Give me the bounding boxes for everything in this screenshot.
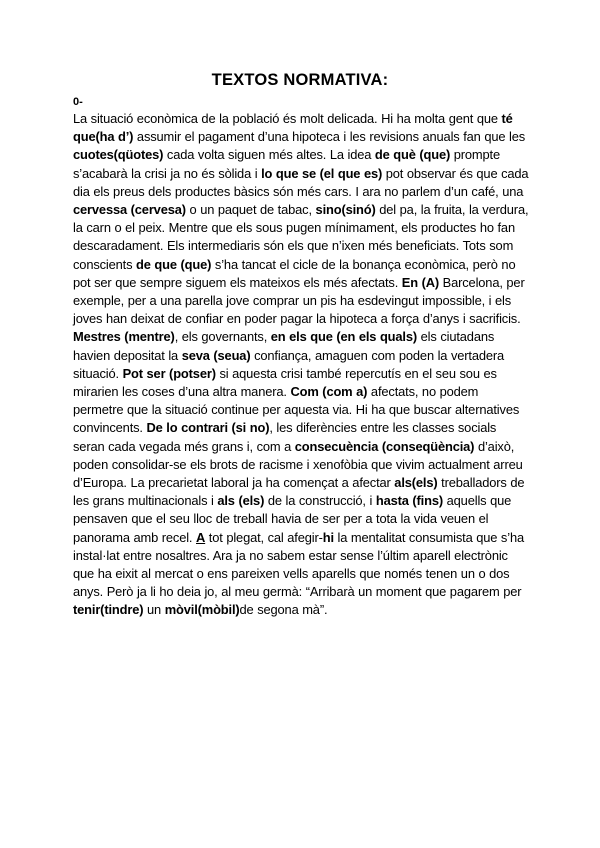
text-run: o un paquet de tabac, bbox=[185, 202, 316, 218]
text-run: cada volta siguen més altes. La idea bbox=[163, 147, 375, 163]
text-run: Barcelona, per exemple, per a una parella jove comprar un pis ha esdevingut impossible, i els joves han deixat de confiar en poder pagar la hipoteca a força d’anys i sacrificis. bbox=[73, 274, 525, 327]
correction-term: de què (que) bbox=[374, 147, 451, 163]
text-run: treballadors de les grans multinacionals i bbox=[73, 475, 525, 509]
text-run: els ciutadans havien depositat la bbox=[73, 329, 495, 363]
text-run: d’això, poden consolidar-se els brots de racisme i xenofòbia que vivim actualment arreu d’Europa. La precarietat laboral ja ha començat a afectar bbox=[73, 438, 523, 491]
text-run: assumir el pagament d’una hipoteca i les revisions anuals fan que les bbox=[133, 129, 526, 145]
correction-term: En (A) bbox=[401, 274, 440, 290]
correction-term: seva (seua) bbox=[181, 347, 251, 363]
correction-term: cuotes(qüotes) bbox=[73, 147, 164, 163]
correction-term: sino(sinó) bbox=[315, 202, 376, 218]
correction-term: hi bbox=[322, 529, 334, 545]
correction-term: hasta (fins) bbox=[375, 493, 444, 509]
text-run: de la construcció, i bbox=[264, 493, 376, 509]
correction-term: en els que (en els quals) bbox=[270, 329, 418, 345]
correction-term: Com (com a) bbox=[290, 384, 368, 400]
text-run: afectats, no podem permetre que la situació continue per aquesta via. Hi ha que buscar alternatives convincents. bbox=[73, 384, 520, 436]
text-run: de segona mà”. bbox=[239, 602, 328, 618]
text-run: si aquesta crisi també repercutís en el seu sou es mirarien les coses d’una altra manera. bbox=[73, 365, 497, 400]
document-title: TEXTOS NORMATIVA: bbox=[211, 71, 389, 89]
correction-term: De lo contrari (si no) bbox=[146, 420, 270, 436]
text-run: tot plegat, cal afegir- bbox=[205, 529, 323, 545]
correction-term: A bbox=[196, 529, 206, 545]
text-run: confiança, amaguen com poden la vertadera situació. bbox=[73, 347, 505, 381]
correction-term: té que(ha d’) bbox=[73, 111, 513, 145]
text-run: pot observar és que cada dia els preus dels productes bàsics són més cars. I ara no parlem d’un café, una bbox=[73, 165, 529, 199]
text-run: , les diferències entre les classes socials seran cada vegada més grans i, com a bbox=[73, 420, 497, 454]
correction-term: Mestres (mentre) bbox=[73, 329, 175, 345]
text-run: la mentalitat consumista que s’ha instal·lat entre nosaltres. Ara ja no sabem estar sense l’últim aparell electrònic que ha eixit al mercat o ens pareixen vells aparells que només tenen un o dos anys. Però ja li ho deia jo, al meu germà: “Arribarà un moment que pagarem per bbox=[73, 529, 524, 600]
exercise-number: 0- bbox=[73, 96, 83, 108]
correction-term: als(els) bbox=[394, 475, 438, 491]
correction-term: consecuència (conseqüència) bbox=[294, 438, 475, 454]
correction-term: Pot ser (potser) bbox=[122, 365, 216, 381]
text-run: un bbox=[143, 602, 165, 618]
text-run: , els governants, bbox=[174, 329, 271, 345]
correction-term: tenir(tindre) bbox=[73, 602, 144, 618]
text-run: La situació econòmica de la població és molt delicada. Hi ha molta gent que bbox=[73, 111, 502, 126]
body-paragraph bbox=[73, 110, 529, 620]
text-run: aquells que pensaven que el seu lloc de treball havia de ser per a tota la vida veuen el panorama amb recel. bbox=[73, 493, 512, 545]
correction-term: cervessa (cervesa) bbox=[73, 202, 186, 218]
correction-term: mòvil(mòbil) bbox=[164, 602, 240, 618]
correction-term: lo que se (el que es) bbox=[261, 165, 383, 181]
text-run: s’ha tancat el cicle de la bonança econòmica, però no pot ser que sempre siguem els mateixos els més afectats. bbox=[73, 256, 516, 290]
correction-term: als (els) bbox=[217, 493, 265, 509]
correction-term: de que (que) bbox=[136, 256, 212, 272]
text-run: del pa, la fruita, la verdura, la carn o el peix. Mentre que els sous pugen mínimament, els productes ho fan descaradament. Els intermediaris són els que n’ixen més beneficiats. Tots som conscients bbox=[73, 202, 529, 272]
text-run: prompte s’acabarà la crisi ja no és sòlida i bbox=[73, 147, 500, 181]
